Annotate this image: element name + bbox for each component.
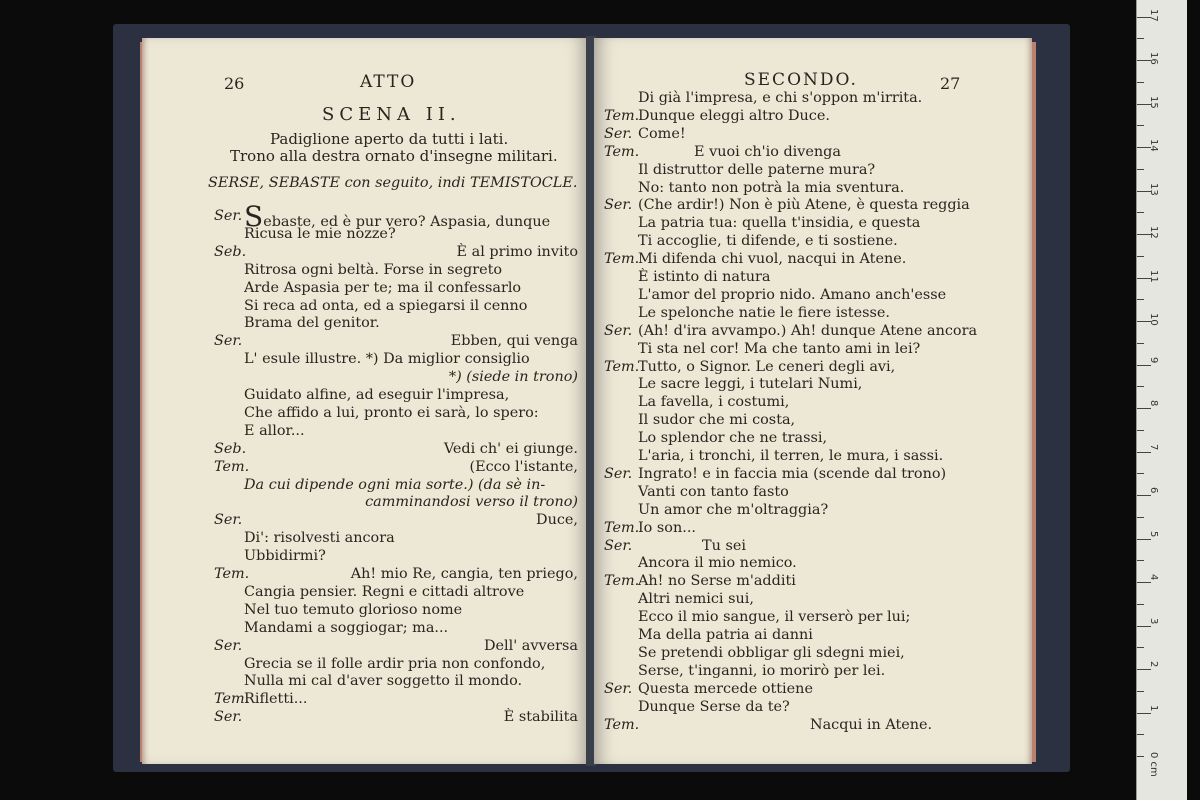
ruler-minor-tick [1137,604,1144,605]
ruler-minor-tick [1137,234,1144,235]
dialogue-line: Grecia se il folle ardir pria non confondo, [244,655,546,672]
ruler-minor-tick [1137,539,1144,540]
ruler-label: 8 [1148,400,1159,407]
setting-line-1: Padiglione aperto da tutti i lati. [270,130,509,148]
dialogue-line: E vuoi ch'io divenga [694,143,841,160]
right-page [594,38,1032,764]
ruler-minor-tick [1137,626,1144,627]
dialogue-line: Nulla mi cal d'aver soggetto il mondo. [244,673,523,690]
speaker-label: Tem. [604,519,640,536]
speaker-label: Ser. [604,125,633,142]
ruler-minor-tick [1137,169,1144,170]
ruler-minor-tick [1137,560,1144,561]
ruler-minor-tick [1137,647,1144,648]
ruler-label: 17 [1148,8,1159,22]
dialogue-line: Brama del genitor. [244,315,380,332]
dialogue-line: No: tanto non potrà la mia sventura. [638,179,905,196]
ruler-minor-tick [1137,321,1144,322]
ruler-minor-tick [1137,17,1144,18]
dialogue-line: Ricusa le mie nozze? [244,225,396,242]
ruler-minor-tick [1137,82,1144,83]
ruler-minor-tick [1137,691,1144,692]
dialogue-text: ebaste, ed è pur vero? Aspasia, dunque [263,214,551,230]
speaker-label: Tem. [214,458,250,475]
dialogue-line: *) (siede in trono) [448,369,578,386]
dialogue-line: Ancora il mio nemico. [638,555,797,572]
dialogue-line: Ingrato! e in faccia mia (scende dal trono) [638,465,947,482]
measuring-ruler [1136,0,1187,800]
speaker-label: Ser. [214,333,243,350]
speaker-label: Ser. [604,197,633,214]
dialogue-line: Dell' avversa [484,637,578,654]
dialogue-line: Questa mercede ottiene [638,680,813,697]
ruler-label: 7 [1148,443,1159,450]
ruler-minor-tick [1137,669,1144,670]
dialogue-line: Io son... [638,519,696,536]
ruler-label: 10 [1148,313,1159,326]
dialogue-line: Tutto, o Signor. Le ceneri degli avi, [638,358,896,375]
dialogue-line: Ebben, qui venga [450,333,578,350]
dialogue-line: Mi difenda chi vuol, nacqui in Atene. [638,251,907,268]
dialogue-line: L'aria, i tronchi, il terren, le mura, i sassi. [638,448,944,464]
ruler-minor-tick [1137,582,1144,583]
ruler-label: 4 [1148,574,1159,581]
dialogue-line: (Ah! d'ira avvampo.) Ah! dunque Atene ancora [638,322,978,339]
ruler-label: 3 [1148,617,1159,624]
speaker-label: Tem. [604,107,640,124]
dialogue-line: Dunque Serse da te? [638,698,790,715]
ruler-minor-tick [1137,60,1144,61]
dialogue-line: È istinto di natura [638,269,771,285]
speaker-label: Ser. [604,537,633,554]
ruler-minor-tick [1137,212,1144,213]
speaker-label: Ser. [214,208,243,224]
dialogue-line: È stabilita [503,709,578,726]
dialogue-line: E allor... [244,422,305,439]
drop-cap: S [244,200,264,233]
speaker-label: Tem. [604,358,640,375]
dialogue-line: Nacqui in Atene. [810,716,933,733]
speaker-label: Tem. [214,691,250,708]
dialogue-line: Altri nemici sui, [638,591,754,608]
dialogue-line: Mandami a soggiogar; ma... [244,619,449,636]
dialogue-line: Guidato alfine, ad eseguir l'impresa, [244,387,510,403]
speaker-label: Seb. [214,440,247,457]
speaker-label: Seb. [214,243,247,260]
ruler-label: 12 [1148,226,1159,239]
ruler-label: 5 [1148,530,1159,537]
dialogue-line: Il sudor che mi costa, [638,412,796,429]
speaker-label: Tem. [604,251,640,268]
speaker-label: Ser. [604,322,633,339]
dialogue-line: Ti accoglie, ti difende, e ti sostiene. [638,233,898,250]
dialogue-line: Le sacre leggi, i tutelari Numi, [638,376,863,393]
page-number-right: 27 [940,74,961,93]
dialogue-line: Vedi ch' ei giunge. [443,440,578,457]
dialogue-line: Ma della patria ai danni [638,627,813,643]
ruler-minor-tick [1137,517,1144,518]
dialogue-line: Le spelonche natie le fiere istesse. [638,304,890,321]
ruler-label: 1 [1148,704,1159,711]
ruler-unit-label: 0 cm [1148,752,1159,777]
running-head-right: SECONDO. [744,70,858,90]
ruler-minor-tick [1137,278,1144,279]
dialogue-line: Ritrosa ogni beltà. Forse in segreto [244,261,503,278]
dialogue-line: Nel tuo temuto glorioso nome [244,601,463,618]
speaker-label: Ser. [604,680,633,697]
dialogue-line: Duce, [536,512,578,529]
dialogue-line: L' esule illustre. *) Da miglior consiglio [244,351,530,368]
speaker-label: Tem. [604,716,640,733]
ruler-minor-tick [1137,473,1144,474]
page-number-left: 26 [224,74,245,93]
dialogue-line: (Ecco l'istante, [469,458,578,475]
ruler-label: 11 [1148,269,1159,283]
dialogue-line: Dunque eleggi altro Duce. [638,107,830,124]
dialogue-line: L'amor del proprio nido. Amano anch'esse [638,286,947,303]
dialogue-line: Da cui dipende ogni mia sorte.) (da sè in- [244,476,546,493]
scene-title: SCENA II. [322,104,461,125]
ruler-label: 2 [1148,661,1159,668]
ruler-label: 6 [1148,487,1159,494]
left-page [142,38,588,764]
dialogue-line: Che affido a lui, pronto ei sarà, lo spero: [244,404,539,421]
dialogue-line: Il distruttor delle paterne mura? [638,161,876,178]
ruler-minor-tick [1137,386,1144,387]
ruler-label: 9 [1148,356,1159,363]
dialogue-line: Ecco il mio sangue, il verserò per lui; [638,609,911,626]
dialogue-line: Rifletti... [244,691,308,708]
ruler-minor-tick [1137,365,1144,366]
dialogue-line: Vanti con tanto fasto [638,483,789,500]
dialogue-line: La favella, i costumi, [638,394,790,411]
ruler-minor-tick [1137,256,1144,257]
ruler-minor-tick [1137,104,1144,105]
ruler-label: 13 [1148,182,1159,196]
dialogue-line: Ti sta nel cor! Ma che tanto ami in lei? [638,340,921,357]
speaker-label: Tem. [604,143,640,160]
ruler-minor-tick [1137,713,1144,714]
characters-line: SERSE, SEBASTE con seguito, indi TEMISTOCLE. [208,175,578,191]
dialogue-line: Ubbidirmi? [244,548,326,565]
dialogue-line: Di già l'impresa, e chi s'oppon m'irrita. [638,90,923,106]
dialogue-line: È al primo invito [456,243,578,260]
dialogue-line: camminandosi verso il trono) [365,494,578,511]
ruler-label: 15 [1148,95,1159,109]
dialogue-line: Cangia pensier. Regni e cittadi altrove [244,583,525,600]
ruler-minor-tick [1137,147,1144,148]
speaker-label: Ser. [214,512,243,529]
ruler-label: 16 [1148,52,1159,65]
dialogue-line: Lo splendor che ne trassi, [638,430,828,447]
ruler-minor-tick [1137,343,1144,344]
dialogue-line: La patria tua: quella t'insidia, e questa [638,215,921,232]
dialogue-line: Ah! no Serse m'additi [638,573,796,590]
ruler-minor-tick [1137,430,1144,431]
dialogue-line: Tu sei [702,537,746,554]
running-head-left: ATTO [360,72,417,92]
dialogue-line: Un amor che m'oltraggia? [638,501,829,518]
ruler-minor-tick [1137,125,1144,126]
ruler-minor-tick [1137,191,1144,192]
ruler-minor-tick [1137,756,1144,757]
ruler-minor-tick [1137,734,1144,735]
dialogue-line: Serse, t'inganni, io morirò per lei. [638,662,886,679]
dialogue-line: Come! [638,125,686,142]
ruler-label: 14 [1148,139,1159,152]
ruler-minor-tick [1137,452,1144,453]
ruler-minor-tick [1137,495,1144,496]
speaker-label: Ser. [214,709,243,726]
speaker-label: Tem. [604,573,640,590]
ruler-minor-tick [1137,408,1144,409]
dialogue-line: Ah! mio Re, cangia, ten priego, [350,566,578,582]
dialogue-line: (Che ardir!) Non è più Atene, è questa reggia [638,197,970,214]
speaker-label: Ser. [604,465,633,482]
ruler-minor-tick [1137,38,1144,39]
speaker-label: Tem. [214,566,250,582]
ruler-minor-tick [1137,299,1144,300]
dialogue-line: Se pretendi obbligar gli sdegni miei, [638,644,905,661]
dialogue-line: Di': risolvesti ancora [244,530,395,547]
setting-line-2: Trono alla destra ornato d'insegne militari. [230,147,558,165]
dialogue-line: Si reca ad onta, ed a spiegarsi il cenno [244,297,528,314]
dialogue-line: Arde Aspasia per te; ma il confessarlo [244,279,522,296]
speaker-label: Ser. [214,637,243,654]
